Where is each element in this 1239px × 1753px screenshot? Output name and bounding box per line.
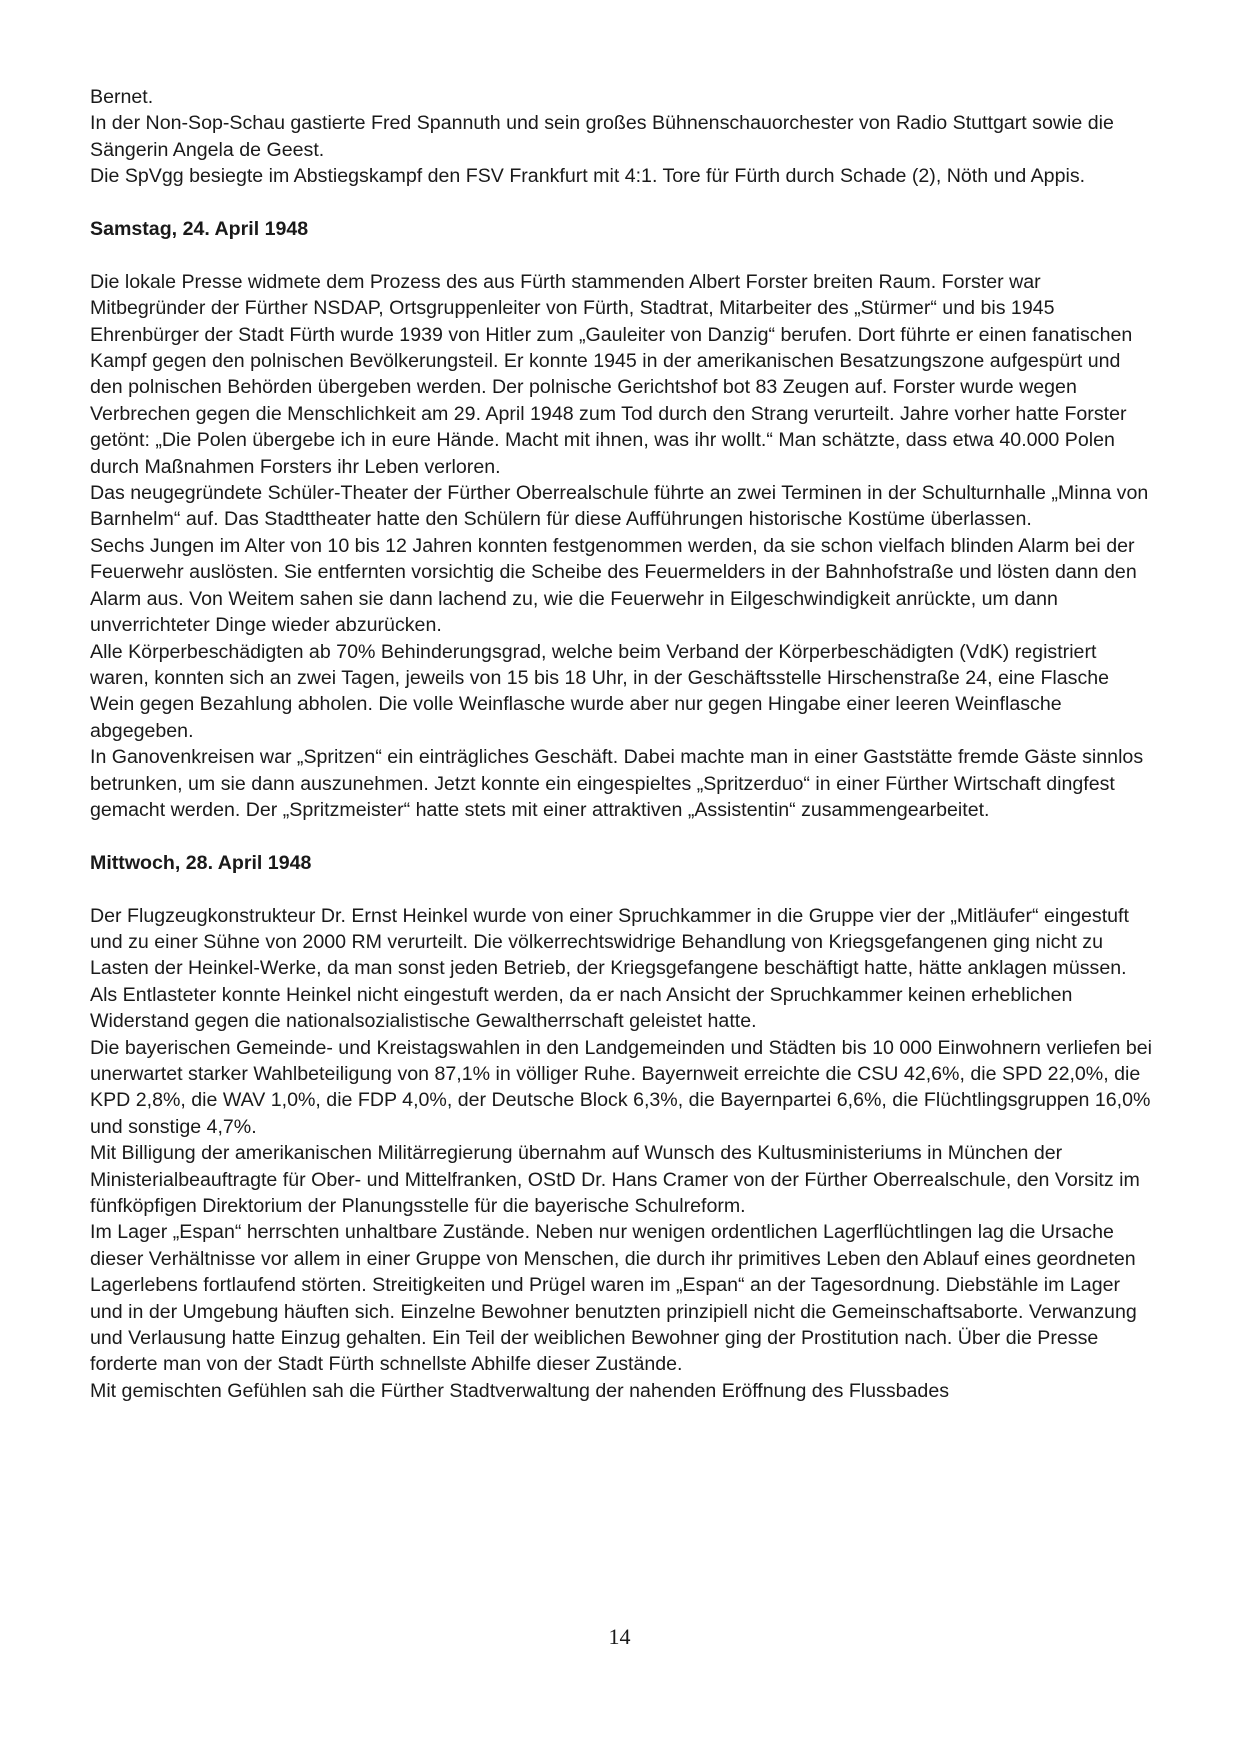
page-number: 14 [608,1624,631,1649]
section-heading-saturday: Samstag, 24. April 1948 [90,218,309,241]
paragraph-school-reform: Mit Billigung der amerikanischen Militärregierung übernahm auf Wunsch des Kultusministeriums in München der Ministerialbeauftragte für Ober- und Mittelfranken, OStD Dr. Hans Cramer von der Fürther Oberrealschule, den Vorsitz im fünfköpfigen Direktorium der Planungsstelle für die bayerische Schulreform. [90,1142,1140,1217]
intro-paragraph-3: Die SpVgg besiegte im Abstiegskampf den FSV Frankfurt mit 4:1. Tore für Fürth durch Schade (2), Nöth und Appis. [90,165,1086,188]
paragraph-espan-camp: Im Lager „Espan“ herrschten unhaltbare Zustände. Neben nur wenigen ordentlichen Lagerflüchtlingen lag die Ursache dieser Verhältnisse vor allem in einer Gruppe von Menschen, die durch ihr primitives Leben den Ablauf eines geordneten Lagerlebens fortlaufend störten. Streitigkeiten und Prügel waren im „Espan“ an der Tagesordnung. Diebstähle im Lager und in der Umgebung häuften sich. Einzelne Bewohner benutzten prinzipiell nicht die Gemeinschaftsaborte. Verwanzung und Verlausung hatte Einzug gehalten. Ein Teil der weiblichen Bewohner ging der Prostitution nach. Über die Presse forderte man von der Stadt Fürth schnellste Abhilfe dieser Zustände. [90,1221,1137,1376]
paragraph-spritzen: In Ganovenkreisen war „Spritzen“ ein einträgliches Geschäft. Dabei machte man in einer Gaststätte fremde Gäste sinnlos betrunken, um sie dann auszunehmen. Jetzt konnte ein eingespieltes „Spritzerduo“ in einer Fürther Wirtschaft dingfest gemacht werden. Der „Spritzmeister“ hatte stets mit einer attraktiven „Assistentin“ zusammengearbeitet. [90,746,1144,821]
paragraph-elections: Die bayerischen Gemeinde- und Kreistagswahlen in den Landgemeinden und Städten bis 10 000 Einwohnern verliefen bei unerwartet starker Wahlbeteiligung von 87,1% in völliger Ruhe. Bayernweit erreichte die CSU 42,6%, die SPD 22,0%, die KPD 2,8%, die WAV 1,0%, die FDP 4,0%, der Deutsche Block 6,3%, die Bayernpartei 6,6%, die Flüchtlingsgruppen 16,0% und sonstige 4,7%. [90,1036,1153,1138]
paragraph-forster-trial: Die lokale Presse widmete dem Prozess des aus Fürth stammenden Albert Forster breiten Raum. Forster war Mitbegründer der Fürther NSDAP, Ortsgruppenleiter von Fürth, Stadtrat, Mitarbeiter des „Stürmer“ und bis 1945 Ehrenbürger der Stadt Fürth wurde 1939 von Hitler zum „Gauleiter von Danzig“ berufen. Dort führte er einen fanatischen Kampf gegen den polnischen Bevölkerungsteil. Er konnte 1945 in der amerikanischen Besatzungszone aufgespürt und den polnischen Behörden übergeben werden. Der polnische Gerichtshof bot 83 Zeugen auf. Forster wurde wegen Verbrechen gegen die Menschlichkeit am 29. April 1948 zum Tod durch den Strang verurteilt. Jahre vorher hatte Forster getönt: „Die Polen übergebe ich in eure Hände. Macht mit ihnen, was ihr wollt.“ Man schätzte, dass etwa 40.000 Polen durch Maßnahmen Forsters ihr Leben verloren. [90,270,1133,478]
spacer [90,190,1154,216]
paragraph-wine-distribution: Alle Körperbeschädigten ab 70% Behinderungsgrad, welche beim Verband der Körperbeschädigten (VdK) registriert waren, konnten sich an zwei Tagen, jeweils von 15 bis 18 Uhr, in der Geschäftsstelle Hirschenstraße 24, eine Flasche Wein gegen Bezahlung abholen. Die volle Weinflasche wurde aber nur gegen Hingabe einer leeren Weinflasche abgegeben. [90,640,1110,742]
document-page [90,84,1154,1404]
paragraph-school-theater: Das neugegründete Schüler-Theater der Fürther Oberrealschule führte an zwei Terminen in der Schulturnhalle „Minna von Barnhelm“ auf. Das Stadttheater hatte den Schülern für diese Aufführungen historische Kostüme überlassen. [90,482,1149,531]
paragraph-heinkel: Der Flugzeugkonstrukteur Dr. Ernst Heinkel wurde von einer Spruchkammer in die Gruppe vier der „Mitläufer“ eingestuft und zu einer Sühne von 2000 RM verurteilt. Die völkerrechtswidrige Behandlung von Kriegsgefangenen ging nicht zu Lasten der Heinkel-Werke, da man sonst jeden Betrieb, der Kriegsgefangene beschäftigt hatte, hätte anklagen müssen. Als Entlasteter konnte Heinkel nicht eingestuft werden, da er nach Ansicht der Spruchkammer keinen erheblichen Widerstand gegen die nationalsozialistische Gewaltherrschaft geleistet hatte. [90,904,1129,1033]
paragraph-false-alarm: Sechs Jungen im Alter von 10 bis 12 Jahren konnten festgenommen werden, da sie schon vielfach blinden Alarm bei der Feuerwehr auslösten. Sie entfernten vorsichtig die Scheibe des Feuermelders in der Bahnhofstraße und lösten dann den Alarm aus. Von Weitem sahen sie dann lachend zu, wie die Feuerwehr in Eilgeschwindigkeit anrückte, um dann unverrichteter Dinge wieder abzurücken. [90,534,1137,637]
spacer [90,823,1154,849]
spacer [90,242,1154,268]
intro-paragraph-2: In der Non-Sop-Schau gastierte Fred Spannuth und sein großes Bühnenschauorchester von Radio Stuttgart sowie die Sängerin Angela de Geest. [90,112,1114,161]
section-heading-wednesday: Mittwoch, 28. April 1948 [90,851,312,874]
paragraph-river-bath: Mit gemischten Gefühlen sah die Fürther Stadtverwaltung der nahenden Eröffnung des Flussbades [90,1379,950,1402]
intro-paragraph-1: Bernet. [90,86,154,108]
spacer [90,876,1154,902]
